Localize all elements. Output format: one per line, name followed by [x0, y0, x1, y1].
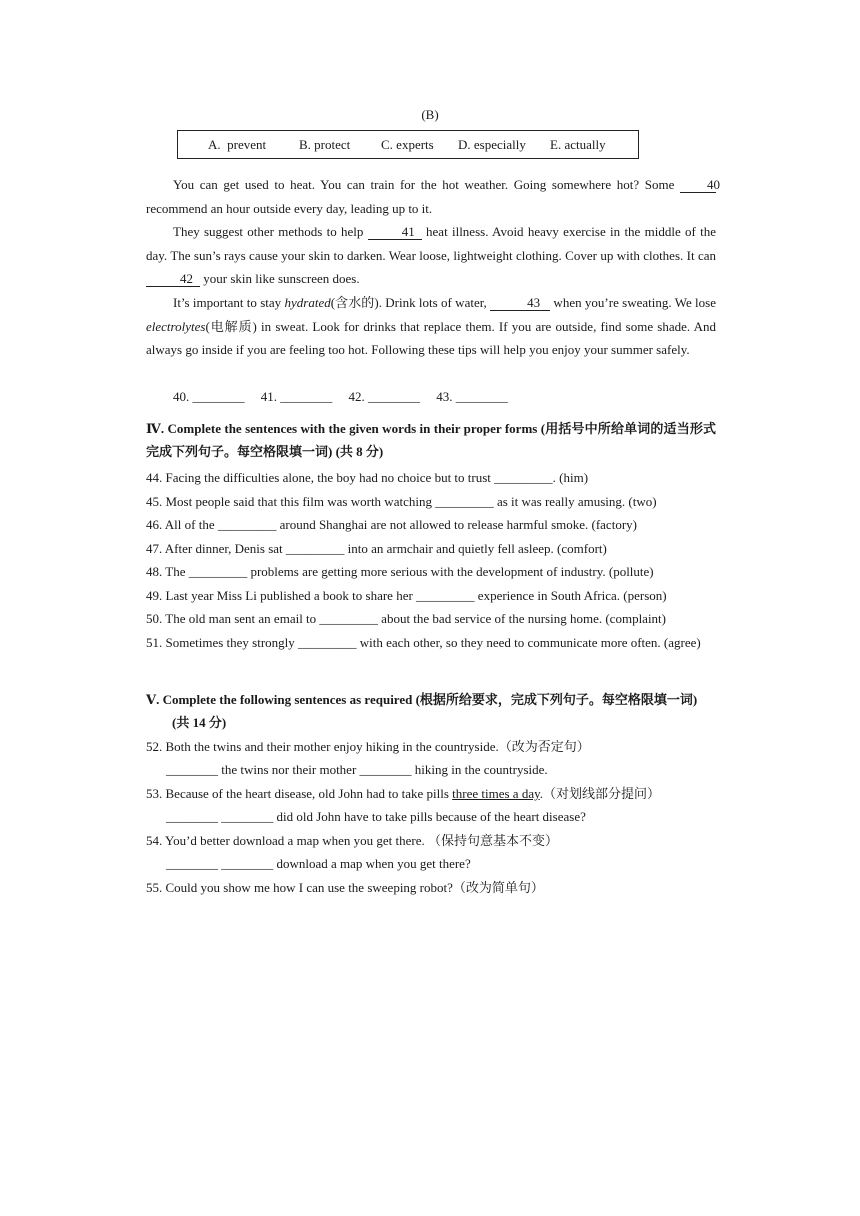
blank-41: 41: [368, 224, 422, 240]
question-44: 44. Facing the difficulties alone, the boy had no choice but to trust _________. (him): [146, 470, 589, 485]
word-bank-box: [177, 130, 639, 159]
question-52: 52. Both the twins and their mother enjoy hiking in the countryside.（改为否定句）: [146, 739, 590, 754]
answer-blanks-40-43: 40. ________ 41. ________ 42. ________ 43. ________: [173, 389, 508, 404]
blank-40: 40: [680, 177, 716, 193]
passage-text: It’s important to stay: [173, 295, 285, 310]
passage-italic-word: hydrated: [284, 295, 331, 310]
blank-43: 43: [490, 295, 550, 311]
answer-53: ________ ________ did old John have to take pills because of the heart disease?: [166, 809, 586, 824]
section-5-score: (共 14 分): [172, 715, 227, 730]
word-option-a: A. prevent: [208, 136, 267, 152]
blank-42: 42: [146, 271, 200, 287]
question-51: 51. Sometimes they strongly _________ with each other, so they need to communicate more often. (agree): [146, 635, 701, 650]
passage-paragraph-3: [146, 291, 716, 362]
question-49: 49. Last year Miss Li published a book to share her _________ experience in South Africa. (person): [146, 588, 667, 603]
word-option-e: E. actually: [550, 136, 606, 152]
question-46: 46. All of the _________ around Shanghai are not allowed to release harmful smoke. (factory): [146, 517, 637, 532]
passage-italic-word: electrolytes: [146, 318, 206, 334]
question-45: 45. Most people said that this film was worth watching _________ as it was really amusing. (two): [146, 494, 657, 509]
answer-54: ________ ________ download a map when you get there?: [166, 856, 471, 871]
question-54: 54. You’d better download a map when you get there. （保持句意基本不变）: [146, 833, 558, 848]
underlined-phrase: three times a day: [452, 786, 540, 801]
question-48: 48. The _________ problems are getting more serious with the development of industry. (pollute): [146, 564, 654, 579]
question-text: 53. Because of the heart disease, old John had to take pills: [146, 786, 453, 801]
question-50: 50. The old man sent an email to _________ about the bad service of the nursing home. (complaint): [146, 611, 666, 626]
question-53: [146, 782, 716, 806]
answer-52: ________ the twins nor their mother ________ hiking in the countryside.: [166, 762, 548, 777]
passage-text: You can get used to heat. You can train for the hot weather. Going somewhere hot? Some: [173, 177, 675, 192]
passage-text: heat illness. Avoid heavy exercise in the middle of the day. The sun’s rays cause your skin to darken. Wear loose, lightweight clothing. Cover up with clothes. It can: [146, 224, 717, 263]
section-4-heading: Ⅳ. Complete the sentences with the given words in their proper forms (用括号中所给单词的适当形式完成下列句子。每空格限填一词) (共 8 分): [146, 421, 716, 459]
question-47: 47. After dinner, Denis sat _________ into an armchair and quietly fell asleep. (comfort): [146, 541, 607, 556]
word-option-b: B. protect: [299, 136, 351, 152]
question-55: 55. Could you show me how I can use the sweeping robot?（改为简单句）: [146, 880, 544, 895]
section-b-title: (B): [421, 107, 439, 122]
passage-text: recommend an hour outside every day, leading up to it.: [146, 200, 433, 216]
passage-text: your skin like sunscreen does.: [200, 271, 360, 286]
passage-text: They suggest other methods to help: [173, 224, 364, 239]
passage-paragraph-2: [146, 220, 716, 291]
word-option-c: C. experts: [381, 136, 434, 152]
passage-paragraph-1: [146, 173, 721, 220]
question-text: .（对划线部分提问）: [539, 786, 661, 801]
passage-text: (电解质) in sweat. Look for drinks that replace them. If you are outside, find some shade. And always go inside if you are feeling too hot. Following these tips will help you enjoy your summer safely.: [146, 318, 716, 357]
section-5-heading: Ⅴ. Complete the following sentences as required (根据所给要求，完成下列句子。每空格限填一词): [146, 692, 698, 707]
passage-text: when you’re sweating. We lose: [550, 295, 716, 310]
passage-text: (含水的). Drink lots of water,: [330, 295, 487, 310]
word-option-d: D. especially: [458, 136, 526, 152]
